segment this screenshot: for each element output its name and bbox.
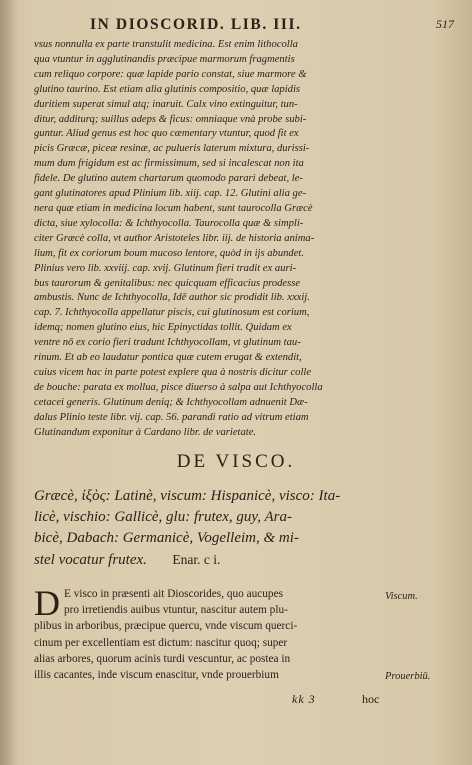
synonym-line: licè, vischio: Gallicè, glu: frutex, guy, Ara- [34,509,292,525]
chapter-line: E visco in præsenti ait Dioscorides, quo aucupes [64,588,283,600]
body-line: dalus Plinio teste libr. vij. cap. 56. parandi ratio ad vitrum etiam [34,411,309,423]
signature-mark: kk 3 [292,692,316,706]
body-text [34,38,434,440]
body-line: bus taurorum & genitalibus: nec quicquam efficacius prodesse [34,277,301,289]
body-line: rinum. Et ab eo laudatur pontica quæ cutem erugat & extendit, [34,352,302,364]
enar-label: Enar. c i. [172,552,221,567]
section-heading: DE VISCO. [176,451,296,472]
body-line: Glutinandum exponitur à Cardano libr. de varietate. [34,426,257,438]
body-line: gant glutinatores apud Plinium lib. xiij. cap. 12. Glutini alia ge- [34,188,307,200]
margin-note-viscum: Viscum. [385,591,418,602]
chapter-line: cinum per excellentiam est dictum: nascitur quoq; super [34,636,288,649]
page-footer [240,692,440,708]
chapter-line: alias arbores, quorum acinis turdi vescuntur, ac postea in [34,652,291,665]
drop-cap: D [34,583,60,623]
body-line: cum reliquo corpore: quæ lapide pario constat, siue marmore & [34,68,307,80]
body-line: ditur, additurq; suillus adeps & ficus: omniaque vnà probe subi- [34,113,307,125]
synonym-line: bicè, Dabach: Germanicè, Vogelleim, & mi- [34,530,299,546]
body-line: lium, fit ex coriorum boum mucoso lentore, quòd in ijs abundet. [34,247,305,259]
body-line: dicta, siue xylocolla: & Ichthyocolla. Taurocolla quæ & simpli- [34,217,304,229]
body-line: de bouche: parata ex mollua, pisce diuerso à salpa aut Ichthyocolla [34,381,323,393]
chapter-line: illis cacantes, inde viscum enascitur, vnde prouerbium [34,669,279,682]
body-line: cap. 7. Ichthyocolla appellatur piscis, cui glutinosum est corium, [34,307,310,319]
body-line: guntur. Aliud genus est hoc quo cæmentary vtuntur, quod fit ex [34,128,299,140]
margin-note-prouerbium: Prouerbiū. [385,671,431,682]
body-line: cuius vicem hac in parte potest explere qua à nostris dicitur colle [34,366,312,378]
body-line: ambustis. Nunc de Ichthyocolla, Idē author sic prodidit lib. xxxij. [34,292,310,304]
synonyms-block [34,486,434,571]
body-line: citer Græcè colla, vt author Aristoteles libr. iij. de historia anima- [34,232,315,244]
body-line: ventre nō ex corio fieri tradunt Ichthyocollam, vt glutinum tau- [34,337,301,349]
chapter-text [34,583,374,683]
body-line: fidele. De glutino autem chartarum quomodo parari debeat, le- [34,173,303,185]
binding-shadow [0,0,18,765]
body-line: qua vtuntur in agglutinandis præcipue marmorum fragmentis [34,53,295,65]
body-line: nera quæ etiam in medicina locum habent, sunt taurocolla Græcè [34,202,313,214]
body-line: idemq; nomen glutino eius, hic Epinyctidas tollit. Quidam ex [34,322,292,334]
body-line: vsus nonnulla ex parte transtulit medicina. Est enim lithocolla [34,39,298,50]
body-line: Plinius vero lib. xxviij. cap. xvij. Glutinum fieri tradit ex auri- [34,262,297,274]
synonym-line: stel vocatur frutex. [34,552,147,568]
body-line: mum dum frigidum est ac firmissimum, sed si incalescat non ita [34,158,304,170]
body-line: glutino taurino. Est etiam alia glutinis compositio, quæ lapidis [34,83,301,95]
running-title: IN DIOSCORID. LIB. III. [90,16,302,33]
chapter-line: pro irretiendis auibus vtuntur, nascitur autem plu- [64,604,288,617]
running-header [56,16,456,36]
body-line: picis Græcæ, piceæ resinæ, ac pulueris laterum mixtura, durissi- [34,143,310,155]
body-line: duritiem superat simul atq; inaruit. Calx vino extinguitur, tun- [34,98,298,110]
catchword: hoc [362,692,380,706]
page-number: 517 [436,17,454,31]
synonym-line-last [34,549,434,571]
body-line: cetacei generis. Glutinum deniq; & Ichthyocollam adnuenit Dæ- [34,396,308,408]
chapter-line: plibus in arboribus, præcipue quercu, vnde viscum querci- [34,620,298,633]
synonym-line: Græcè, ἰξὸς: Latinè, viscum: Hispanicè, visco: Ita- [34,488,341,504]
